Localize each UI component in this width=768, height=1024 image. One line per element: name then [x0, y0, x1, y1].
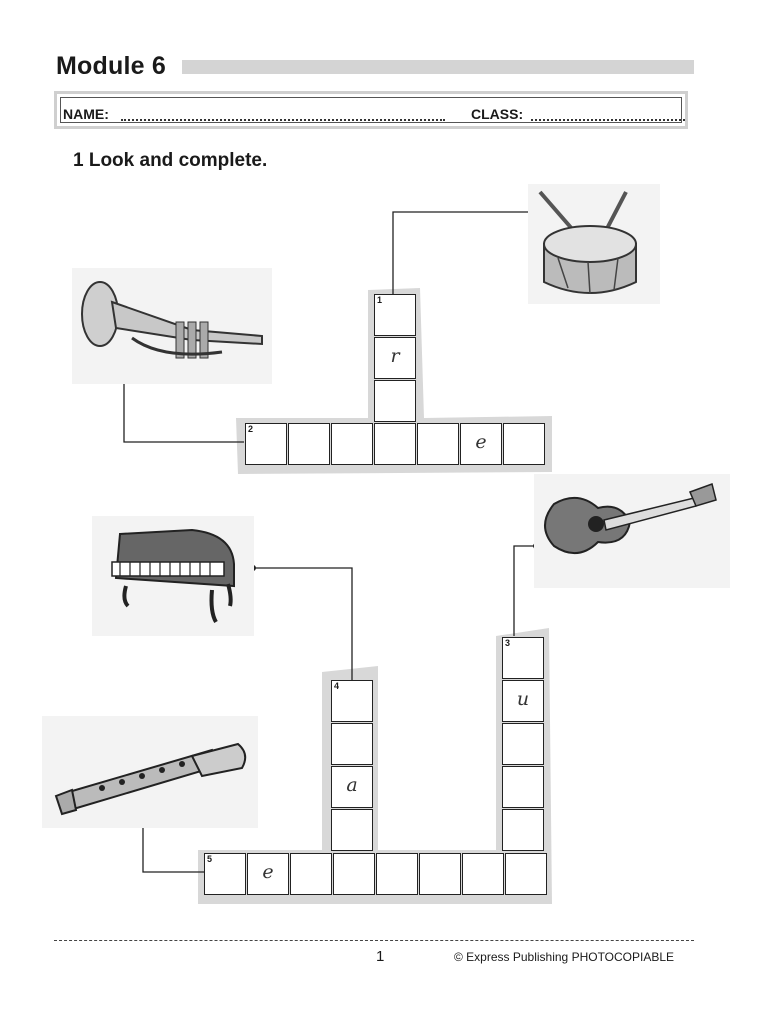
crossword-cell[interactable] [333, 853, 375, 895]
crossword-cell[interactable] [331, 766, 373, 808]
crossword-cell[interactable] [502, 723, 544, 765]
connector-line [393, 212, 532, 294]
clue-number: 5 [207, 854, 213, 864]
recorder-icon [42, 716, 258, 828]
drum-icon [528, 184, 660, 304]
crossword-cell[interactable] [374, 423, 416, 465]
clue-number: 2 [248, 424, 254, 434]
crossword-cell[interactable] [247, 853, 289, 895]
crossword-cell[interactable] [331, 723, 373, 765]
exercise-instruction: 1 Look and complete. [73, 150, 268, 171]
crossword-cell[interactable] [204, 853, 246, 895]
crossword-cell[interactable] [503, 423, 545, 465]
crossword-cell[interactable] [331, 809, 373, 851]
crossword-cell[interactable] [374, 294, 416, 336]
module-title: Module 6 [56, 52, 166, 80]
connector-line [514, 546, 536, 636]
clue-number: 1 [377, 295, 383, 305]
copyright-notice: © Express Publishing PHOTOCOPIABLE [454, 950, 675, 964]
given-letter: e [475, 431, 487, 453]
crossword-cell[interactable] [502, 637, 544, 679]
crossword-cell[interactable] [417, 423, 459, 465]
crossword-cell[interactable] [502, 766, 544, 808]
class-label: CLASS: [471, 106, 524, 122]
given-letter: u [516, 688, 530, 710]
crossword-cell[interactable] [460, 423, 502, 465]
given-letter: r [390, 345, 400, 367]
crossword-cell[interactable] [331, 423, 373, 465]
crossword-cell[interactable] [245, 423, 287, 465]
crossword-cell[interactable] [374, 380, 416, 422]
clue-number: 3 [505, 638, 511, 648]
crossword-cell[interactable] [419, 853, 461, 895]
crossword-cell[interactable] [331, 680, 373, 722]
crossword-cell[interactable] [462, 853, 504, 895]
given-letter: e [262, 861, 274, 883]
footer-divider [54, 940, 694, 941]
guitar-icon [534, 474, 730, 588]
crossword-cell[interactable] [288, 423, 330, 465]
clue-number: 4 [334, 681, 340, 691]
name-label: NAME: [63, 106, 109, 122]
trumpet-icon [72, 268, 272, 384]
crossword-cell[interactable] [505, 853, 547, 895]
crossword-cell[interactable] [290, 853, 332, 895]
crossword-cell[interactable] [502, 680, 544, 722]
crossword-cell[interactable] [376, 853, 418, 895]
page-number: 1 [376, 948, 385, 965]
crossword-cell[interactable] [502, 809, 544, 851]
given-letter: a [346, 774, 358, 796]
connector-line [253, 568, 352, 680]
piano-icon [92, 516, 254, 636]
crossword-cell[interactable] [374, 337, 416, 379]
